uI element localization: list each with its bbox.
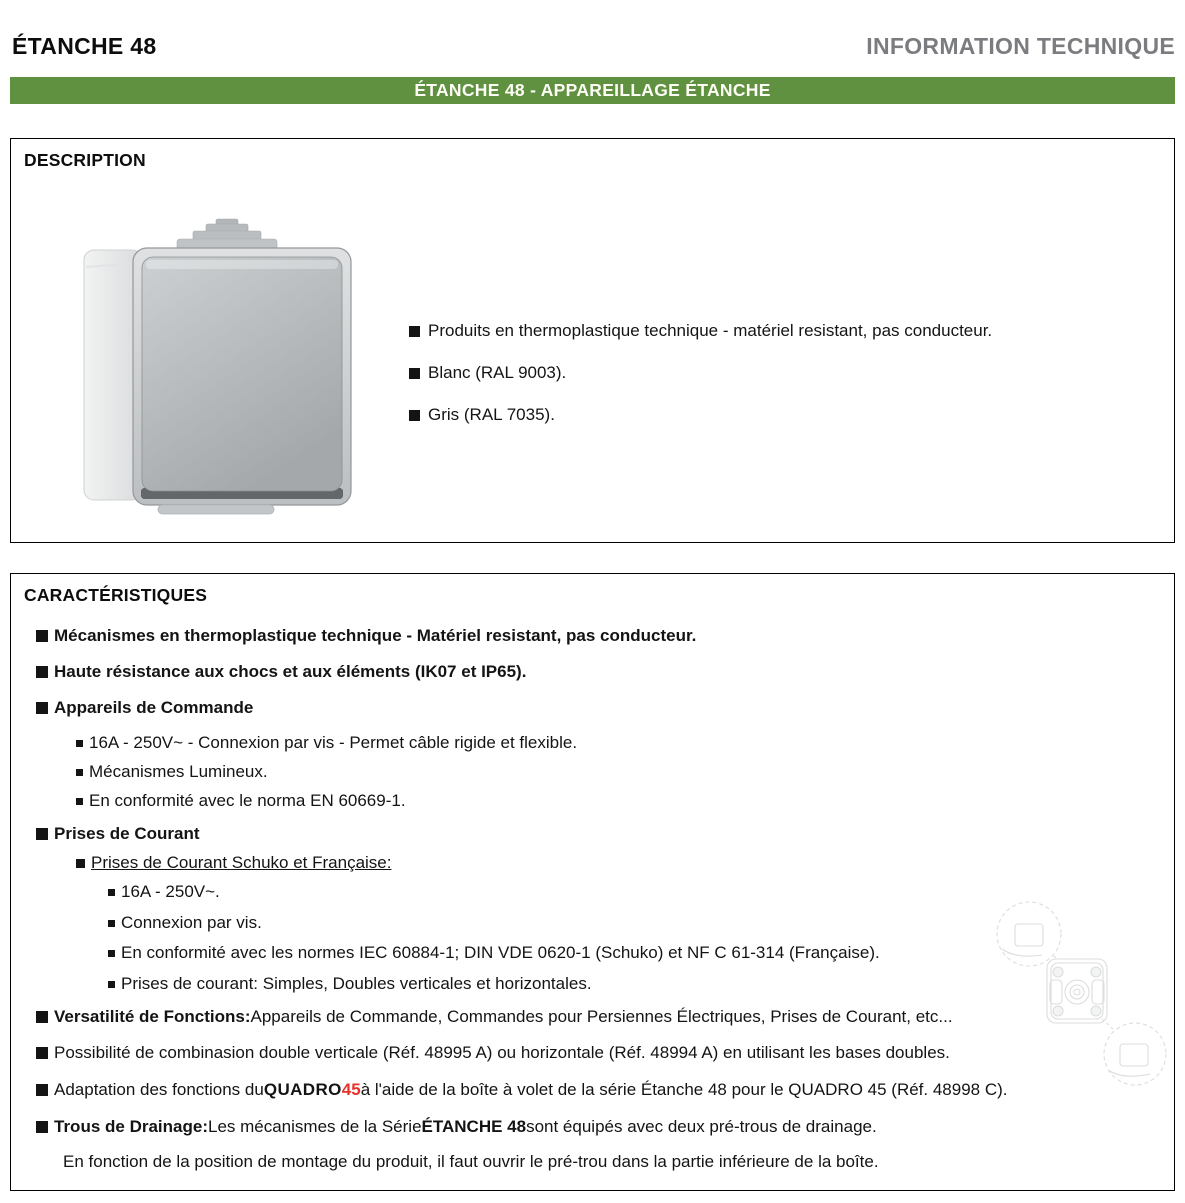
bullet-square-icon [76,859,85,868]
product-image [66,203,396,518]
char-text: Les mécanismes de la Série [207,1117,422,1136]
char-text: En fonction de la position de montage du produit, il faut ouvrir le pré-trou dans la partie inférieure de la boîte. [63,1152,879,1171]
char-text-bold: ÉTANCHE 48 [421,1117,527,1136]
description-bullet [409,405,555,425]
char-subitem [76,791,406,811]
char-text: Prises de courant: Simples, Doubles verticales et horizontales. [121,974,592,993]
bullet-square-icon [76,798,83,805]
description-bullet [409,363,566,383]
bullet-square-icon [36,1084,48,1096]
char-note [63,1152,879,1172]
char-item [36,824,200,844]
char-text: En conformité avec les normes IEC 60884-1; DIN VDE 0620-1 (Schuko) et NF C 61-314 (Française). [121,943,880,962]
char-subitem [76,762,268,782]
bullet-square-icon [36,702,48,714]
char-subsubitem [108,974,592,994]
char-subsubitem [108,913,262,933]
char-item [36,626,696,646]
description-bullet-text: Produits en thermoplastique technique - matériel resistant, pas conducteur. [428,321,993,340]
char-item [36,662,526,682]
bullet-square-icon [108,889,115,896]
bullet-square-icon [409,410,420,421]
drainage-watermark-drawing [992,894,1172,1094]
description-box [10,138,1175,543]
char-text: à l'aide de la boîte à volet de la série Étanche 48 pour le QUADRO 45 (Réf. 48998 C). [360,1080,1008,1099]
char-item [36,1043,950,1063]
char-text: Adaptation des fonctions du [54,1080,264,1099]
characteristics-heading: CARACTÉRISTIQUES [24,585,208,605]
char-subsubitem [108,943,880,963]
char-text: Mécanismes Lumineux. [89,762,268,781]
bullet-square-icon [108,981,115,988]
char-text: Prises de Courant Schuko et Française: [91,853,392,872]
description-bullet-text: Blanc (RAL 9003). [428,363,567,382]
bullet-square-icon [76,769,83,776]
char-text-bold: Trous de Drainage: [54,1117,208,1136]
description-bullet-text: Gris (RAL 7035). [428,405,555,424]
characteristics-box [10,573,1175,1191]
char-text: Appareils de Commande, Commandes pour Persiennes Électriques, Prises de Courant, etc... [250,1007,953,1026]
char-text: Haute résistance aux chocs et aux éléments (IK07 et IP65). [54,662,527,681]
char-subitem [76,853,391,873]
bullet-square-icon [108,920,115,927]
char-subitem [76,733,577,753]
section-title: INFORMATION TECHNIQUE [866,33,1175,59]
bullet-square-icon [36,1047,48,1059]
char-text: sont équipés avec deux pré-trous de drainage. [526,1117,877,1136]
char-item [36,1080,1008,1100]
char-item [36,1007,953,1027]
char-item [36,1117,877,1137]
char-text: Mécanismes en thermoplastique technique - Matériel resistant, pas conducteur. [54,626,697,645]
char-text: Possibilité de combinasion double verticale (Réf. 48995 A) ou horizontale (Réf. 48994 A) en utilisant les bases doubles. [54,1043,950,1062]
waterproof-switch-icon [66,203,396,518]
char-text: 16A - 250V~. [121,882,220,901]
char-subsubitem [108,882,220,902]
bullet-square-icon [36,666,48,678]
description-heading: DESCRIPTION [24,150,146,170]
page-title: ÉTANCHE 48 [12,33,157,59]
char-text: En conformité avec le norma EN 60669-1. [89,791,406,810]
quadro-brand-text: QUADRO [263,1080,342,1099]
quadro-45-red-text: 45 [341,1080,361,1099]
description-bullet [409,321,992,341]
char-text: 16A - 250V~ - Connexion par vis - Permet câble rigide et flexible. [89,733,578,752]
bullet-square-icon [108,950,115,957]
green-banner: ÉTANCHE 48 - APPAREILLAGE ÉTANCHE [10,77,1175,104]
bullet-square-icon [36,630,48,642]
char-text: Appareils de Commande [54,698,254,717]
bullet-square-icon [409,368,420,379]
bullet-square-icon [36,1121,48,1133]
bullet-square-icon [36,828,48,840]
char-text: Prises de Courant [54,824,200,843]
char-item [36,698,253,718]
bullet-square-icon [409,326,420,337]
bullet-square-icon [36,1011,48,1023]
char-text-bold: Versatilité de Fonctions: [54,1007,251,1026]
bullet-square-icon [76,740,83,747]
char-text: Connexion par vis. [121,913,262,932]
